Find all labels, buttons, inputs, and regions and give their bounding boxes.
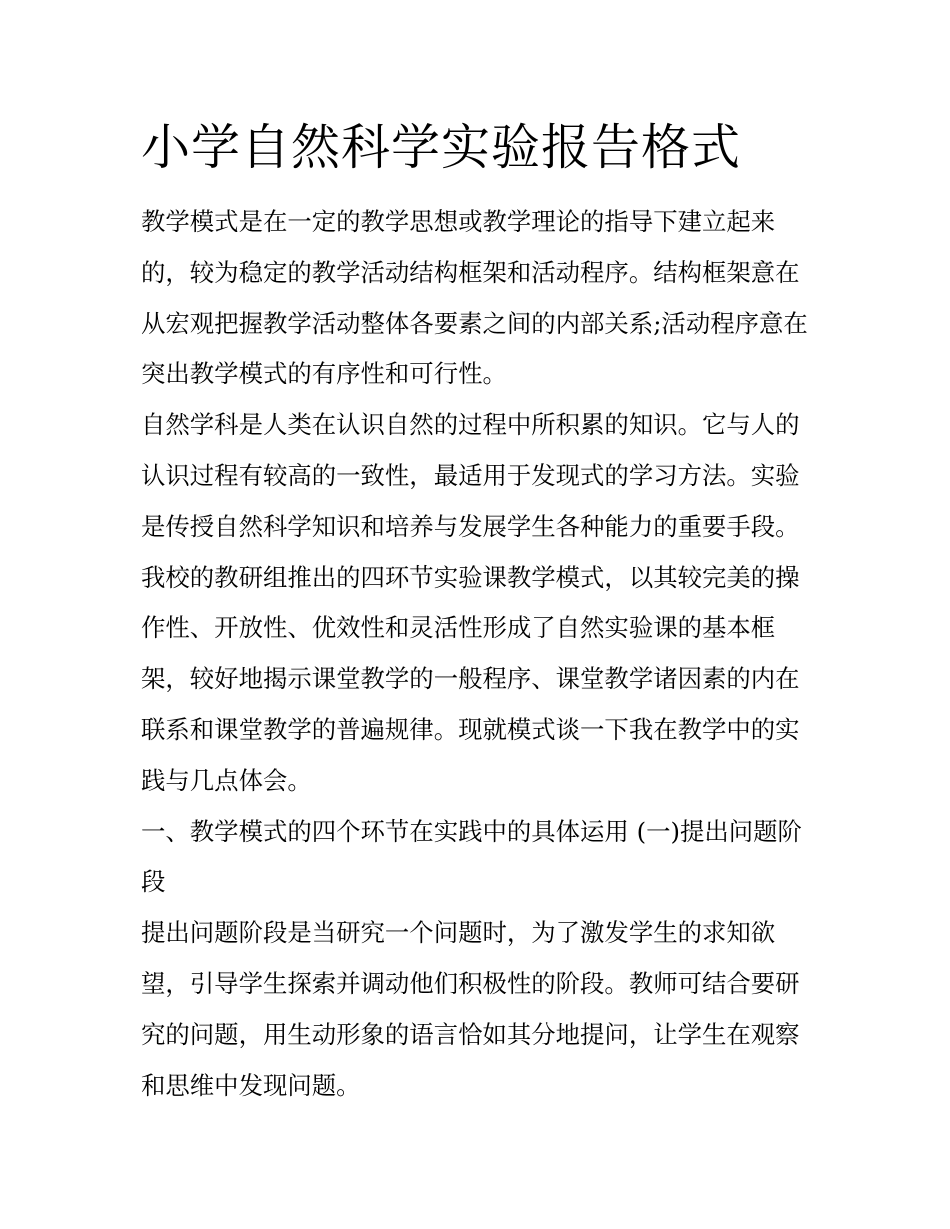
paragraph-intro: 教学模式是在一定的教学思想或教学理论的指导下建立起来的，较为稳定的教学活动结构框架和活动程序。结构框架意在从宏观把握教学活动整体各要素之间的内部关系;活动程序意在突出教学模式的有序性和可行性。 — [141, 207, 808, 389]
document-title: 小学自然科学实验报告格式 — [141, 119, 742, 176]
paragraph-question-stage: 提出问题阶段是当研究一个问题时，为了激发学生的求知欲望，引导学生探索并调动他们积极性的阶段。教师可结合要研究的问题，用生动形象的语言恰如其分地提问，让学生在观察和思维中发现问题。 — [141, 918, 800, 1100]
document-body — [141, 197, 813, 1111]
paragraph-natural-science: 自然学科是人类在认识自然的过程中所积累的知识。它与人的认识过程有较高的一致性，最适用于发现式的学习方法。实验是传授自然科学知识和培养与发展学生各种能力的重要手段。我校的教研组推出的四环节实验课教学模式，以其较完美的操作性、开放性、优效性和灵活性形成了自然实验课的基本框架，较好地揭示课堂教学的一般程序、课堂教学诸因素的内在联系和课堂教学的普遍规律。现就模式谈一下我在教学中的实践与几点体会。 — [141, 410, 800, 795]
section-heading: 一、教学模式的四个环节在实践中的具体运用 (一)提出问题阶段 — [141, 816, 802, 897]
